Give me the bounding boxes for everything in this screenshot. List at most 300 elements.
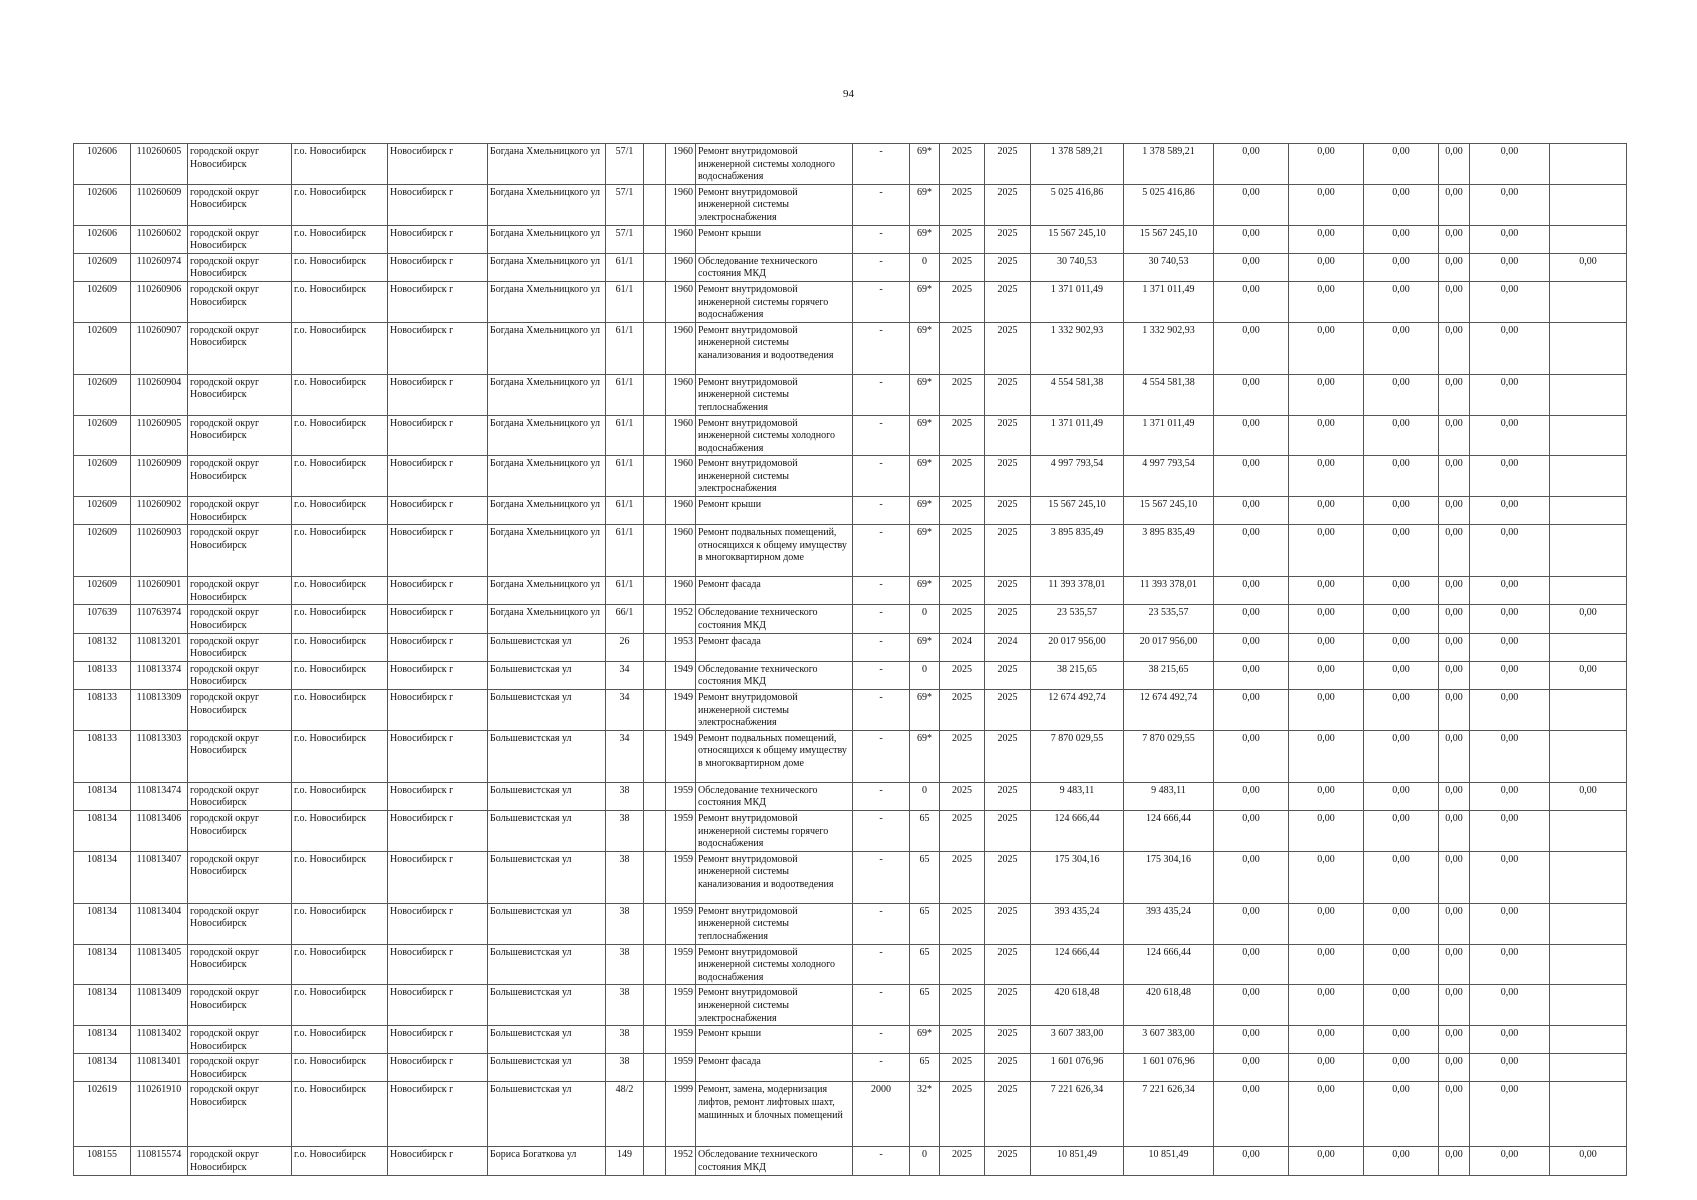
cell-total-cost: 1 601 076,96 [1031,1054,1124,1082]
cell-cost-fund: 393 435,24 [1124,903,1214,944]
cell-house-number: 61/1 [606,415,644,456]
cell-house-number: 66/1 [606,605,644,633]
cell-cost-fund: 15 567 245,10 [1124,497,1214,525]
cell-year-built: 1949 [666,690,696,731]
cell-total-cost: 1 332 902,93 [1031,322,1124,374]
cell-municipal-district: г.о. Новосибирск [292,497,388,525]
cell-lift-year: - [853,415,910,456]
cell-municipal-district: г.о. Новосибирск [292,633,388,661]
cell-house-id: 102606 [74,225,131,253]
cell-cost-regional: 0,00 [1289,661,1364,689]
cell-building [644,577,666,605]
cell-cost-other: 0,00 [1439,525,1470,577]
cell-cost-extra [1550,415,1627,456]
cell-cost-local: 0,00 [1364,730,1439,782]
cell-settlement: Новосибирск г [388,184,488,225]
cell-house-id: 108134 [74,1026,131,1054]
cell-cost-federal: 0,00 [1214,144,1289,185]
cell-cost-federal: 0,00 [1214,184,1289,225]
cell-total-cost: 1 371 011,49 [1031,415,1124,456]
cell-cost-owners: 0,00 [1470,605,1550,633]
cell-cost-local: 0,00 [1364,374,1439,415]
cell-municipality: городской округ Новосибирск [188,1054,292,1082]
cell-work-id: 110261910 [131,1082,188,1147]
cell-street: Богдана Хмельницкого ул [488,144,606,185]
cell-municipality: городской округ Новосибирск [188,322,292,374]
cell-lift-year: - [853,253,910,281]
cell-work-id: 110260903 [131,525,188,577]
cell-work-type: Ремонт фасада [696,577,853,605]
cell-cost-federal: 0,00 [1214,633,1289,661]
cell-plan-year-end: 2025 [985,661,1031,689]
cell-total-cost: 1 378 589,21 [1031,144,1124,185]
cell-street: Богдана Хмельницкого ул [488,605,606,633]
cell-cost-owners: 0,00 [1470,690,1550,731]
cell-total-cost: 10 851,49 [1031,1147,1124,1175]
cell-total-cost: 3 895 835,49 [1031,525,1124,577]
cell-year-built: 1960 [666,184,696,225]
cell-municipality: городской округ Новосибирск [188,730,292,782]
cell-lift-year: - [853,1026,910,1054]
cell-municipal-district: г.о. Новосибирск [292,851,388,903]
cell-cost-other: 0,00 [1439,144,1470,185]
cell-lift-year: - [853,944,910,985]
cell-building [644,661,666,689]
cell-cost-extra [1550,730,1627,782]
cell-house-number: 38 [606,985,644,1026]
cell-street: Богдана Хмельницкого ул [488,497,606,525]
cell-wear: 69* [910,525,940,577]
cell-street: Бориса Богаткова ул [488,1147,606,1175]
cell-street: Богдана Хмельницкого ул [488,577,606,605]
cell-cost-extra [1550,1026,1627,1054]
cell-house-number: 38 [606,944,644,985]
cell-wear: 69* [910,322,940,374]
cell-municipal-district: г.о. Новосибирск [292,1026,388,1054]
cell-cost-other: 0,00 [1439,253,1470,281]
cell-lift-year: - [853,605,910,633]
cell-work-type: Обследование технического состояния МКД [696,605,853,633]
cell-cost-local: 0,00 [1364,497,1439,525]
cell-municipality: городской округ Новосибирск [188,944,292,985]
cell-total-cost: 12 674 492,74 [1031,690,1124,731]
cell-work-id: 110260901 [131,577,188,605]
cell-work-id: 110260905 [131,415,188,456]
cell-building [644,415,666,456]
cell-plan-year-end: 2025 [985,1147,1031,1175]
cell-lift-year: - [853,225,910,253]
cell-work-id: 110260906 [131,281,188,322]
cell-year-built: 1960 [666,281,696,322]
cell-cost-local: 0,00 [1364,810,1439,851]
cell-cost-owners: 0,00 [1470,661,1550,689]
cell-cost-regional: 0,00 [1289,633,1364,661]
cell-cost-extra [1550,633,1627,661]
table-row [74,690,1627,731]
cell-cost-federal: 0,00 [1214,456,1289,497]
table-row [74,525,1627,577]
cell-plan-year-start: 2025 [940,1082,985,1147]
cell-cost-fund: 420 618,48 [1124,985,1214,1026]
cell-wear: 32* [910,1082,940,1147]
cell-cost-extra [1550,281,1627,322]
cell-cost-extra: 0,00 [1550,605,1627,633]
cell-municipal-district: г.о. Новосибирск [292,985,388,1026]
cell-municipal-district: г.о. Новосибирск [292,322,388,374]
cell-year-built: 1952 [666,605,696,633]
cell-settlement: Новосибирск г [388,577,488,605]
cell-work-id: 110260602 [131,225,188,253]
cell-plan-year-start: 2025 [940,851,985,903]
cell-cost-fund: 4 997 793,54 [1124,456,1214,497]
cell-street: Богдана Хмельницкого ул [488,415,606,456]
cell-settlement: Новосибирск г [388,1026,488,1054]
cell-lift-year: - [853,1147,910,1175]
cell-street: Большевистская ул [488,1054,606,1082]
cell-settlement: Новосибирск г [388,456,488,497]
cell-plan-year-end: 2025 [985,577,1031,605]
cell-house-number: 57/1 [606,184,644,225]
cell-cost-local: 0,00 [1364,456,1439,497]
cell-lift-year: - [853,810,910,851]
cell-cost-owners: 0,00 [1470,1026,1550,1054]
cell-street: Большевистская ул [488,944,606,985]
cell-cost-regional: 0,00 [1289,903,1364,944]
cell-cost-federal: 0,00 [1214,605,1289,633]
cell-total-cost: 15 567 245,10 [1031,497,1124,525]
cell-building [644,184,666,225]
cell-work-id: 110813401 [131,1054,188,1082]
cell-house-id: 102606 [74,144,131,185]
cell-cost-owners: 0,00 [1470,225,1550,253]
cell-cost-owners: 0,00 [1470,577,1550,605]
cell-cost-regional: 0,00 [1289,944,1364,985]
cell-work-id: 110260609 [131,184,188,225]
cell-year-built: 1959 [666,810,696,851]
cell-lift-year: - [853,144,910,185]
cell-settlement: Новосибирск г [388,782,488,810]
cell-cost-federal: 0,00 [1214,497,1289,525]
cell-cost-extra [1550,456,1627,497]
cell-house-id: 102619 [74,1082,131,1147]
cell-work-type: Обследование технического состояния МКД [696,661,853,689]
cell-cost-other: 0,00 [1439,690,1470,731]
cell-year-built: 1960 [666,415,696,456]
cell-work-type: Ремонт внутридомовой инженерной системы холодного водоснабжения [696,944,853,985]
cell-house-number: 26 [606,633,644,661]
table-row [74,374,1627,415]
cell-municipality: городской округ Новосибирск [188,690,292,731]
cell-cost-other: 0,00 [1439,851,1470,903]
cell-lift-year: - [853,903,910,944]
table-row [74,851,1627,903]
cell-total-cost: 15 567 245,10 [1031,225,1124,253]
cell-municipal-district: г.о. Новосибирск [292,1147,388,1175]
cell-cost-fund: 4 554 581,38 [1124,374,1214,415]
cell-lift-year: - [853,633,910,661]
cell-cost-other: 0,00 [1439,985,1470,1026]
cell-plan-year-end: 2025 [985,903,1031,944]
cell-total-cost: 420 618,48 [1031,985,1124,1026]
cell-cost-federal: 0,00 [1214,851,1289,903]
cell-cost-local: 0,00 [1364,144,1439,185]
cell-settlement: Новосибирск г [388,225,488,253]
cell-plan-year-start: 2025 [940,810,985,851]
cell-settlement: Новосибирск г [388,281,488,322]
cell-cost-local: 0,00 [1364,1054,1439,1082]
cell-wear: 69* [910,497,940,525]
cell-total-cost: 4 997 793,54 [1031,456,1124,497]
cell-settlement: Новосибирск г [388,525,488,577]
cell-year-built: 1999 [666,1082,696,1147]
cell-building [644,225,666,253]
cell-cost-other: 0,00 [1439,1082,1470,1147]
cell-municipal-district: г.о. Новосибирск [292,184,388,225]
cell-cost-regional: 0,00 [1289,810,1364,851]
cell-plan-year-end: 2025 [985,253,1031,281]
cell-cost-other: 0,00 [1439,903,1470,944]
cell-lift-year: - [853,730,910,782]
cell-house-number: 38 [606,903,644,944]
cell-cost-local: 0,00 [1364,944,1439,985]
cell-building [644,497,666,525]
cell-wear: 0 [910,253,940,281]
cell-house-number: 61/1 [606,525,644,577]
cell-municipal-district: г.о. Новосибирск [292,810,388,851]
cell-cost-fund: 175 304,16 [1124,851,1214,903]
cell-work-type: Ремонт крыши [696,1026,853,1054]
cell-street: Богдана Хмельницкого ул [488,253,606,281]
cell-plan-year-start: 2025 [940,456,985,497]
cell-plan-year-start: 2025 [940,322,985,374]
cell-plan-year-start: 2025 [940,903,985,944]
cell-street: Богдана Хмельницкого ул [488,322,606,374]
cell-year-built: 1949 [666,661,696,689]
table-row [74,415,1627,456]
cell-lift-year: - [853,985,910,1026]
cell-cost-fund: 12 674 492,74 [1124,690,1214,731]
cell-year-built: 1960 [666,225,696,253]
cell-cost-owners: 0,00 [1470,782,1550,810]
cell-cost-federal: 0,00 [1214,1026,1289,1054]
cell-plan-year-end: 2025 [985,184,1031,225]
cell-cost-local: 0,00 [1364,225,1439,253]
cell-municipal-district: г.о. Новосибирск [292,605,388,633]
table-row [74,944,1627,985]
cell-municipal-district: г.о. Новосибирск [292,253,388,281]
cell-plan-year-end: 2025 [985,1082,1031,1147]
cell-house-id: 108134 [74,1054,131,1082]
cell-cost-owners: 0,00 [1470,525,1550,577]
cell-total-cost: 3 607 383,00 [1031,1026,1124,1054]
cell-cost-other: 0,00 [1439,1147,1470,1175]
cell-cost-fund: 124 666,44 [1124,810,1214,851]
cell-plan-year-end: 2025 [985,782,1031,810]
cell-cost-extra [1550,497,1627,525]
cell-cost-regional: 0,00 [1289,497,1364,525]
cell-cost-extra [1550,1054,1627,1082]
cell-cost-regional: 0,00 [1289,985,1364,1026]
cell-cost-extra [1550,903,1627,944]
cell-municipality: городской округ Новосибирск [188,810,292,851]
cell-wear: 69* [910,456,940,497]
cell-cost-fund: 9 483,11 [1124,782,1214,810]
table-row [74,730,1627,782]
cell-municipal-district: г.о. Новосибирск [292,456,388,497]
cell-cost-other: 0,00 [1439,1054,1470,1082]
cell-wear: 69* [910,577,940,605]
table-row [74,903,1627,944]
cell-cost-local: 0,00 [1364,1026,1439,1054]
cell-building [644,144,666,185]
cell-cost-owners: 0,00 [1470,1082,1550,1147]
cell-cost-regional: 0,00 [1289,525,1364,577]
cell-municipality: городской округ Новосибирск [188,184,292,225]
cell-settlement: Новосибирск г [388,730,488,782]
cell-total-cost: 1 371 011,49 [1031,281,1124,322]
cell-wear: 69* [910,690,940,731]
cell-house-id: 102609 [74,525,131,577]
cell-cost-extra [1550,184,1627,225]
cell-street: Большевистская ул [488,1026,606,1054]
cell-cost-other: 0,00 [1439,782,1470,810]
cell-work-id: 110763974 [131,605,188,633]
cell-municipality: городской округ Новосибирск [188,605,292,633]
cell-cost-fund: 38 215,65 [1124,661,1214,689]
cell-cost-extra [1550,374,1627,415]
cell-cost-federal: 0,00 [1214,985,1289,1026]
cell-building [644,810,666,851]
cell-settlement: Новосибирск г [388,944,488,985]
cell-cost-extra [1550,144,1627,185]
cell-cost-fund: 20 017 956,00 [1124,633,1214,661]
cell-cost-fund: 1 378 589,21 [1124,144,1214,185]
cell-cost-owners: 0,00 [1470,1147,1550,1175]
cell-work-type: Ремонт внутридомовой инженерной системы горячего водоснабжения [696,810,853,851]
cell-street: Богдана Хмельницкого ул [488,184,606,225]
cell-plan-year-end: 2025 [985,944,1031,985]
cell-cost-other: 0,00 [1439,322,1470,374]
cell-work-type: Ремонт, замена, модернизация лифтов, ремонт лифтовых шахт, машинных и блочных помещений [696,1082,853,1147]
cell-plan-year-start: 2025 [940,374,985,415]
cell-settlement: Новосибирск г [388,253,488,281]
cell-house-id: 108133 [74,690,131,731]
cell-settlement: Новосибирск г [388,633,488,661]
cell-total-cost: 7 221 626,34 [1031,1082,1124,1147]
cell-settlement: Новосибирск г [388,661,488,689]
cell-cost-owners: 0,00 [1470,903,1550,944]
cell-year-built: 1959 [666,903,696,944]
cell-cost-local: 0,00 [1364,322,1439,374]
cell-settlement: Новосибирск г [388,322,488,374]
cell-cost-owners: 0,00 [1470,810,1550,851]
cell-cost-regional: 0,00 [1289,605,1364,633]
table-row [74,810,1627,851]
cell-lift-year: - [853,497,910,525]
cell-total-cost: 20 017 956,00 [1031,633,1124,661]
cell-plan-year-start: 2025 [940,184,985,225]
cell-wear: 69* [910,374,940,415]
cell-cost-local: 0,00 [1364,903,1439,944]
cell-cost-extra [1550,944,1627,985]
cell-cost-other: 0,00 [1439,225,1470,253]
cell-cost-other: 0,00 [1439,661,1470,689]
cell-lift-year: - [853,782,910,810]
cell-house-id: 108155 [74,1147,131,1175]
cell-year-built: 1959 [666,944,696,985]
cell-cost-extra [1550,985,1627,1026]
cell-plan-year-start: 2025 [940,281,985,322]
cell-year-built: 1960 [666,374,696,415]
cell-municipal-district: г.о. Новосибирск [292,661,388,689]
table-row [74,633,1627,661]
cell-cost-regional: 0,00 [1289,577,1364,605]
cell-house-number: 38 [606,851,644,903]
cell-cost-owners: 0,00 [1470,415,1550,456]
cell-lift-year: - [853,577,910,605]
cell-house-id: 102609 [74,497,131,525]
cell-house-id: 102609 [74,456,131,497]
cell-work-id: 110260907 [131,322,188,374]
cell-work-id: 110815574 [131,1147,188,1175]
cell-municipal-district: г.о. Новосибирск [292,782,388,810]
cell-municipality: городской округ Новосибирск [188,782,292,810]
cell-municipality: городской округ Новосибирск [188,903,292,944]
cell-cost-owners: 0,00 [1470,497,1550,525]
cell-street: Большевистская ул [488,633,606,661]
cell-year-built: 1959 [666,851,696,903]
cell-cost-local: 0,00 [1364,690,1439,731]
cell-wear: 65 [910,985,940,1026]
cell-municipality: городской округ Новосибирск [188,456,292,497]
cell-work-id: 110813407 [131,851,188,903]
cell-cost-owners: 0,00 [1470,633,1550,661]
cell-plan-year-start: 2025 [940,1147,985,1175]
cell-lift-year: - [853,690,910,731]
cell-municipality: городской округ Новосибирск [188,633,292,661]
cell-building [644,1026,666,1054]
page-number: 94 [843,88,854,100]
cell-cost-owners: 0,00 [1470,730,1550,782]
cell-plan-year-end: 2025 [985,144,1031,185]
cell-municipality: городской округ Новосибирск [188,577,292,605]
cell-wear: 69* [910,144,940,185]
cell-work-id: 110813406 [131,810,188,851]
cell-plan-year-start: 2025 [940,944,985,985]
cell-building [644,605,666,633]
cell-plan-year-start: 2025 [940,577,985,605]
cell-total-cost: 5 025 416,86 [1031,184,1124,225]
cell-house-number: 38 [606,1026,644,1054]
cell-cost-extra: 0,00 [1550,661,1627,689]
cell-cost-local: 0,00 [1364,1082,1439,1147]
cell-cost-federal: 0,00 [1214,1082,1289,1147]
cell-plan-year-start: 2025 [940,144,985,185]
cell-street: Богдана Хмельницкого ул [488,225,606,253]
cell-cost-extra [1550,810,1627,851]
cell-cost-regional: 0,00 [1289,851,1364,903]
cell-wear: 69* [910,225,940,253]
cell-lift-year: - [853,322,910,374]
cell-building [644,525,666,577]
cell-cost-fund: 7 870 029,55 [1124,730,1214,782]
cell-cost-owners: 0,00 [1470,322,1550,374]
cell-street: Большевистская ул [488,810,606,851]
cell-municipal-district: г.о. Новосибирск [292,577,388,605]
cell-settlement: Новосибирск г [388,851,488,903]
cell-house-number: 61/1 [606,577,644,605]
cell-plan-year-end: 2025 [985,1054,1031,1082]
